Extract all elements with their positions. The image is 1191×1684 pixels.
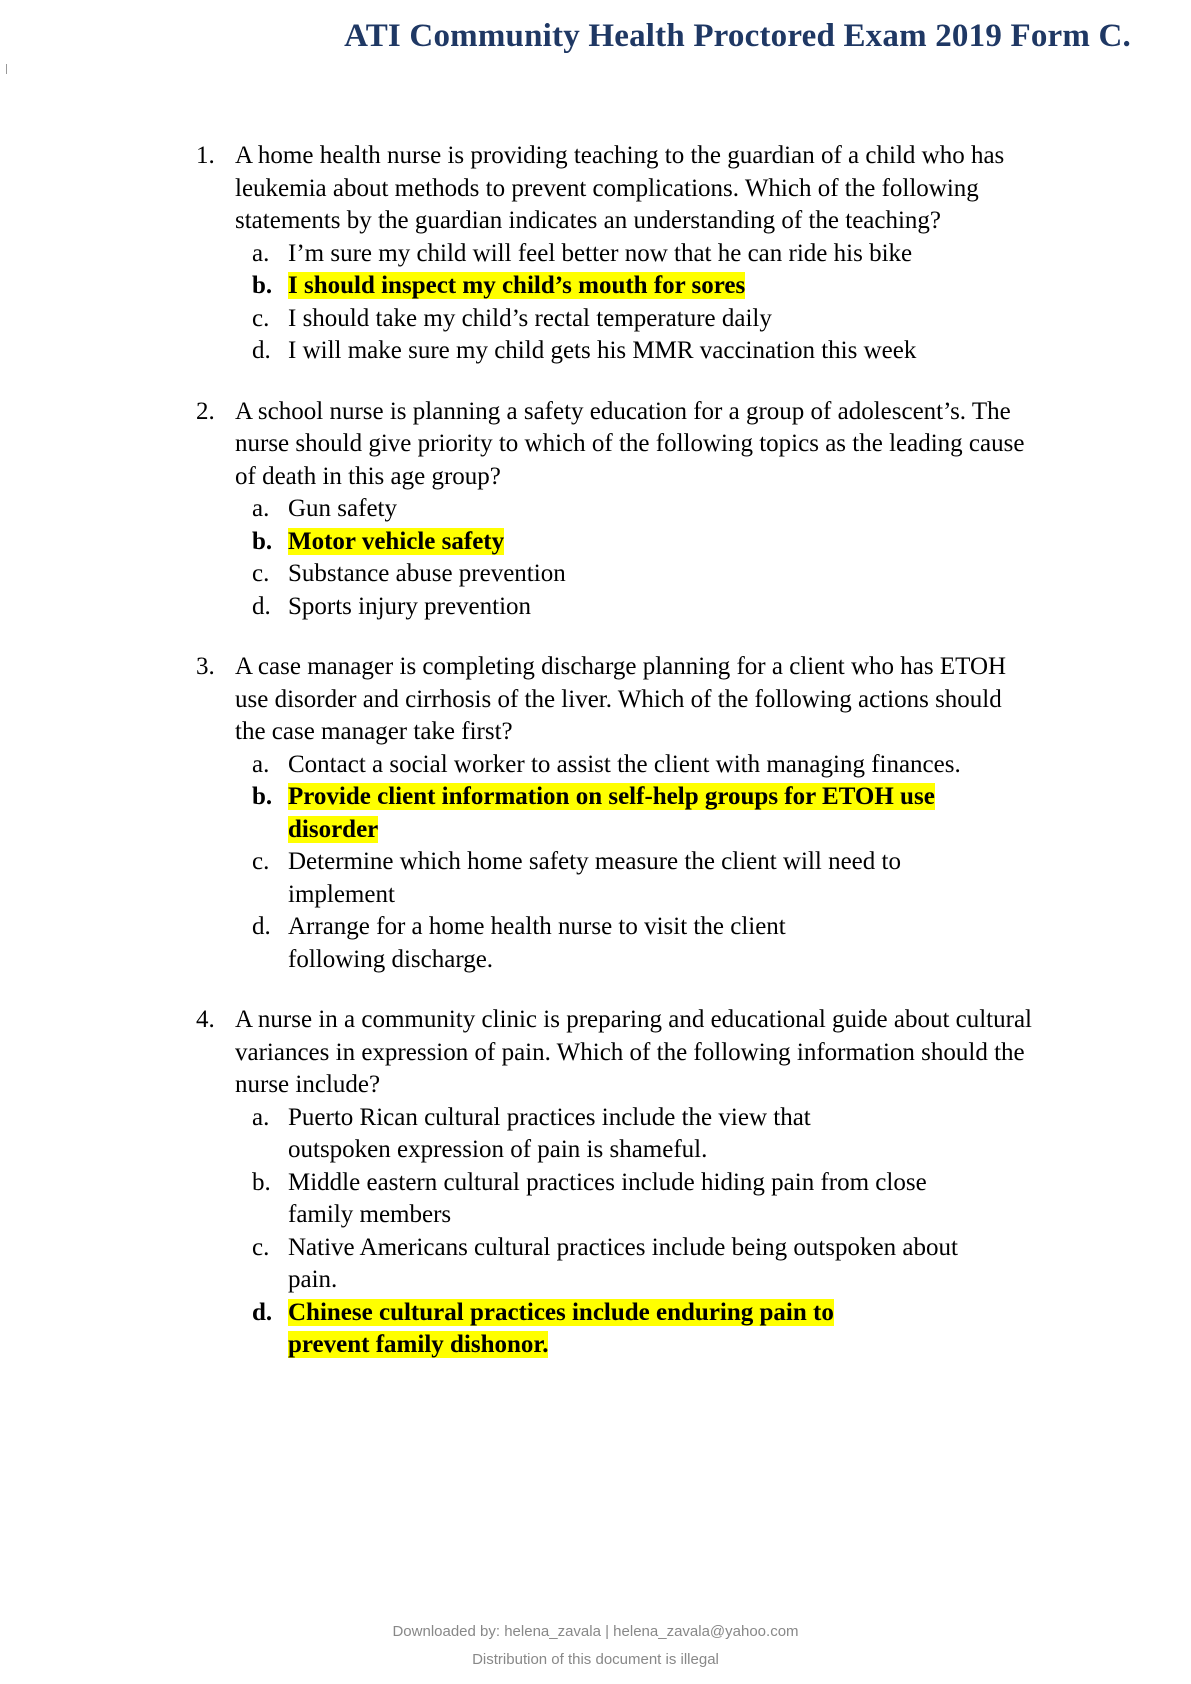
answer-option xyxy=(0,335,1191,368)
option-letter: b. xyxy=(252,272,273,299)
question-number: 2. xyxy=(196,397,215,425)
option-text-highlighted: Provide client information on self-help groups for ETOH use disorder xyxy=(288,783,935,843)
option-letter: b. xyxy=(252,1168,271,1196)
option-text: Sports injury prevention xyxy=(288,592,532,620)
answer-option xyxy=(0,493,1191,526)
question-number: 1. xyxy=(196,142,215,169)
question-list xyxy=(0,140,1191,1390)
option-letter: a. xyxy=(252,239,270,267)
option-text: Gun safety xyxy=(288,495,397,522)
answer-options xyxy=(0,238,1191,368)
answer-option xyxy=(0,749,1191,782)
answer-option xyxy=(0,591,1191,624)
option-letter: c. xyxy=(252,1233,270,1261)
option-letter: a. xyxy=(252,495,270,522)
option-letter: d. xyxy=(252,592,271,620)
option-letter: c. xyxy=(252,304,270,332)
option-text: I should take my child’s rectal temperature daily xyxy=(288,304,772,332)
option-letter: b. xyxy=(252,783,273,810)
option-text-highlighted: I should inspect my child’s mouth for sores xyxy=(288,272,746,299)
question-4 xyxy=(0,1004,1191,1362)
answer-option-correct xyxy=(0,781,1191,846)
answer-option xyxy=(0,1102,1191,1167)
option-text: Puerto Rican cultural practices include the view that outspoken expression of pain is shameful. xyxy=(288,1103,811,1163)
answer-options xyxy=(0,493,1191,623)
option-text: Arrange for a home health nurse to visit the client following discharge. xyxy=(288,913,786,973)
answer-options xyxy=(0,1102,1191,1362)
footer-downloaded-by: Downloaded by: helena_zavala | helena_zavala@yahoo.com xyxy=(392,1623,799,1640)
answer-option-correct xyxy=(0,270,1191,303)
footer-distribution-notice: Distribution of this document is illegal xyxy=(472,1651,719,1668)
answer-option-correct xyxy=(0,1297,1191,1362)
option-letter: a. xyxy=(252,1103,270,1131)
option-letter: c. xyxy=(252,848,270,875)
option-text: Contact a social worker to assist the client with managing finances. xyxy=(288,750,961,778)
answer-options xyxy=(0,749,1191,977)
question-1 xyxy=(0,140,1191,368)
option-letter: d. xyxy=(252,337,271,364)
option-text-highlighted: Motor vehicle safety xyxy=(288,527,505,555)
question-2 xyxy=(0,396,1191,624)
option-letter: d. xyxy=(252,1298,273,1326)
option-text-highlighted: Chinese cultural practices include enduring pain to prevent family dishonor. xyxy=(288,1298,834,1358)
answer-option xyxy=(0,238,1191,271)
option-text: I’m sure my child will feel better now that he can ride his bike xyxy=(288,239,913,267)
answer-option xyxy=(0,303,1191,336)
question-text: A case manager is completing discharge planning for a client who has ETOH use disorder and cirrhosis of the liver. Which of the following actions should the case manager take first? xyxy=(235,653,1007,745)
option-text: Substance abuse prevention xyxy=(288,560,566,587)
page-edge-mark xyxy=(6,64,7,74)
question-text: A nurse in a community clinic is preparing and educational guide about cultural variances in expression of pain. Which of the following information should the nurse include? xyxy=(235,1006,1032,1098)
option-letter: b. xyxy=(252,527,273,555)
answer-option xyxy=(0,911,1191,976)
option-text: Middle eastern cultural practices include hiding pain from close family members xyxy=(288,1168,927,1228)
option-text: Native Americans cultural practices include being outspoken about pain. xyxy=(288,1233,958,1293)
answer-option xyxy=(0,1232,1191,1297)
question-text: A home health nurse is providing teaching to the guardian of a child who has leukemia about methods to prevent complications. Which of the following statements by the guardian indicates an understanding of the teaching? xyxy=(235,142,1005,234)
question-text: A school nurse is planning a safety education for a group of adolescent’s. The nurse should give priority to which of the following topics as the leading cause of death in this age group? xyxy=(235,397,1025,490)
option-letter: c. xyxy=(252,560,270,587)
question-3 xyxy=(0,651,1191,976)
question-number: 4. xyxy=(196,1006,215,1033)
option-text: I will make sure my child gets his MMR vaccination this week xyxy=(288,337,917,364)
option-letter: a. xyxy=(252,750,270,778)
answer-option xyxy=(0,846,1191,911)
question-number: 3. xyxy=(196,653,215,680)
option-text: Determine which home safety measure the client will need to implement xyxy=(288,848,901,908)
page-title: ATI Community Health Proctored Exam 2019 Form C. xyxy=(344,18,1131,54)
answer-option-correct xyxy=(0,526,1191,559)
option-letter: d. xyxy=(252,913,271,940)
answer-option xyxy=(0,1167,1191,1232)
answer-option xyxy=(0,558,1191,591)
